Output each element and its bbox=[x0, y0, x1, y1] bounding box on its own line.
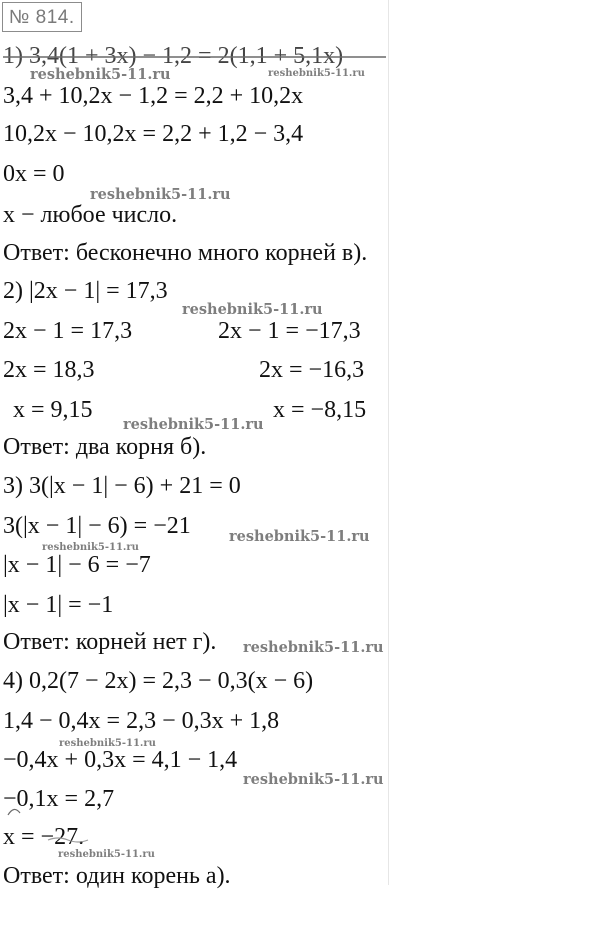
watermark-text: reshebnik5-11.ru bbox=[58, 849, 155, 860]
watermark-text: reshebnik5-11.ru bbox=[229, 528, 370, 545]
equation-line: 1,4 − 0,4x = 2,3 − 0,3x + 1,8 bbox=[3, 708, 280, 734]
equation-line: 1) 3,4(1 + 3x) − 1,2 = 2(1,1 + 5,1x) bbox=[3, 43, 344, 69]
equation-line: |x − 1| = −1 bbox=[3, 592, 114, 618]
equation-line: −0,1x = 2,7 bbox=[3, 786, 115, 812]
equation-line: 3,4 + 10,2x − 1,2 = 2,2 + 10,2x bbox=[3, 83, 304, 109]
equation-line: −0,4x + 0,3x = 4,1 − 1,4 bbox=[3, 747, 238, 773]
equation-line: x = −27. bbox=[3, 824, 85, 850]
watermark-text: reshebnik5-11.ru bbox=[182, 301, 323, 318]
answer-line: Ответ: один корень а). bbox=[3, 863, 231, 889]
answer-line: Ответ: корней нет г). bbox=[3, 629, 217, 655]
handwritten-mark bbox=[8, 809, 20, 815]
equation-line: 10,2x − 10,2x = 2,2 + 1,2 − 3,4 bbox=[3, 121, 304, 147]
equation-line: 3) 3(|x − 1| − 6) + 21 = 0 bbox=[3, 473, 241, 499]
watermark-text: reshebnik5-11.ru bbox=[268, 68, 365, 79]
equation-line: x = 9,15 bbox=[13, 397, 93, 423]
equation-line: x − любое число. bbox=[3, 202, 178, 228]
watermark-text: reshebnik5-11.ru bbox=[30, 66, 171, 83]
watermark-text: reshebnik5-11.ru bbox=[90, 186, 231, 203]
handwritten-mark bbox=[48, 838, 88, 842]
equation-line: 2x = −16,3 bbox=[259, 357, 365, 383]
watermark-text: reshebnik5-11.ru bbox=[42, 542, 139, 553]
answer-line: Ответ: бесконечно много корней в). bbox=[3, 240, 368, 266]
equation-line: 2x − 1 = −17,3 bbox=[218, 318, 361, 344]
answer-line: Ответ: два корня б). bbox=[3, 434, 207, 460]
equation-line: |x − 1| − 6 = −7 bbox=[3, 552, 151, 578]
equation-line: 2x = 18,3 bbox=[3, 357, 95, 383]
watermark-text: reshebnik5-11.ru bbox=[243, 639, 384, 656]
equation-line: 0x = 0 bbox=[3, 161, 65, 187]
exercise-number-badge: № 814. bbox=[2, 2, 82, 32]
watermark-text: reshebnik5-11.ru bbox=[123, 416, 264, 433]
equation-line: x = −8,15 bbox=[273, 397, 367, 423]
watermark-text: reshebnik5-11.ru bbox=[243, 771, 384, 788]
watermark-text: reshebnik5-11.ru bbox=[59, 738, 156, 749]
equation-line: 2x − 1 = 17,3 bbox=[3, 318, 133, 344]
equation-line: 3(|x − 1| − 6) = −21 bbox=[3, 513, 191, 539]
equation-line: 4) 0,2(7 − 2x) = 2,3 − 0,3(x − 6) bbox=[3, 668, 314, 694]
equation-line: 2) |2x − 1| = 17,3 bbox=[3, 278, 168, 304]
